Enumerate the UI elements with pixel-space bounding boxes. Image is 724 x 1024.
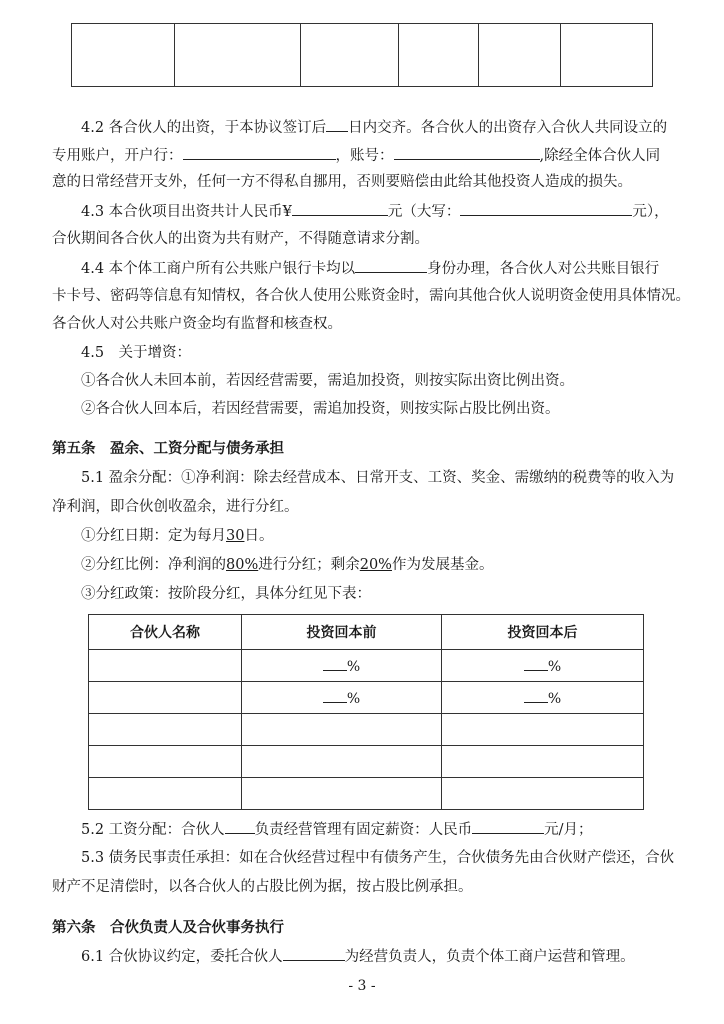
pct-after-cell — [442, 714, 644, 746]
dividend-table — [88, 614, 644, 810]
pct-before-cell: % — [242, 650, 442, 682]
dividend-day-value: 30 — [226, 528, 245, 544]
page-number: - 3 - — [348, 978, 376, 994]
clause-4-4-line2: 卡卡号、密码等信息有知情权，各合伙人使用公账资金时，需向其他合伙人说明资金使用具体情况。 — [52, 288, 690, 304]
clause-5-3-line1: 5.3 债务民事责任承担：如在合伙经营过程中有债务产生，合伙债务先由合伙财产偿还，合伙 — [81, 850, 675, 866]
salary-blank — [472, 819, 544, 834]
clause-5-1-line2: 净利润，即合伙创收盈余，进行分红。 — [52, 499, 299, 515]
dividend-policy: ③分红政策：按阶段分红，具体分红见下表： — [81, 586, 371, 602]
partner-name-cell — [89, 682, 242, 714]
days-blank — [326, 117, 348, 132]
table-row — [89, 682, 644, 714]
pct-before-cell — [242, 746, 442, 778]
article-5-heading: 第五条 盈余、工资分配与债务承担 — [52, 440, 284, 457]
clause-5-3-line2: 财产不足清偿时，以各合伙人的占股比例为据，按占股比例承担。 — [52, 879, 473, 895]
pct-after-cell: % — [442, 650, 644, 682]
partner-name-cell — [89, 714, 242, 746]
column-header: 投资回本前 — [242, 615, 442, 650]
table-cell — [479, 24, 561, 87]
table-row — [72, 24, 653, 87]
partner-name-cell — [89, 778, 242, 810]
pct-blank — [524, 689, 548, 703]
pct-blank — [323, 689, 347, 703]
table-cell — [175, 24, 301, 87]
clause-4-2-line1: 4.2 各合伙人的出资，于本协议签订后 日内交齐。各合伙人的出资存入合伙人共同设立的 — [81, 117, 711, 138]
clause-4-3-line2: 合伙期间各合伙人的出资为共有财产，不得随意请求分割。 — [52, 231, 429, 247]
holder-blank — [355, 258, 427, 273]
table-row — [89, 714, 644, 746]
amount-blank — [292, 201, 388, 216]
bank-blank — [183, 145, 336, 160]
manager-blank — [283, 946, 345, 961]
pct-blank — [524, 657, 548, 671]
clause-5-1-line1: 5.1 盈余分配：①净利润：除去经营成本、日常开支、工资、奖金、需缴纳的税费等的收入为 — [81, 470, 675, 486]
column-header: 合伙人名称 — [89, 615, 242, 650]
table-cell — [399, 24, 479, 87]
partner-name-cell — [89, 650, 242, 682]
clause-4-5-item2: ②各合伙人回本后，若因经营需要，需追加投资，则按实际占股比例出资。 — [81, 401, 560, 417]
article-6-heading: 第六条 合伙负责人及合伙事务执行 — [52, 919, 284, 936]
partner-name-cell — [89, 746, 242, 778]
table-row — [89, 746, 644, 778]
pct-before-cell: % — [242, 682, 442, 714]
top-blank-table — [71, 23, 653, 87]
dividend-ratio: ②分红比例：净利润的80%进行分红；剩余20%作为发展基金。 — [81, 557, 494, 573]
dividend-ratio-value: 80% — [226, 557, 259, 573]
pct-after-cell — [442, 778, 644, 810]
fund-ratio-value: 20% — [359, 557, 392, 573]
table-row — [89, 778, 644, 810]
column-header: 投资回本后 — [442, 615, 644, 650]
partner-blank — [225, 819, 255, 834]
clause-4-4-line3: 各合伙人对公共账户资金均有监督和核查权。 — [52, 316, 342, 332]
clause-4-5-item1: ①各合伙人未回本前，若因经营需要，需追加投资，则按实际出资比例出资。 — [81, 373, 574, 389]
pct-before-cell — [242, 778, 442, 810]
clause-4-2-line2: 专用账户，开户行： ，账号： ,除经全体合伙人同 — [52, 145, 682, 166]
clause-4-2-line3: 意的日常经营开支外，任何一方不得私自挪用，否则要赔偿由此给其他投资人造成的损失。 — [52, 174, 632, 190]
clause-4-4-line1: 4.4 本个体工商户所有公共账户银行卡均以 身份办理，各合伙人对公共账目银行 — [81, 258, 711, 279]
clause-6-1: 6.1 合伙协议约定，委托合伙人 为经营负责人，负责个体工商户运营和管理。 — [81, 946, 711, 967]
pct-after-cell — [442, 746, 644, 778]
account-blank — [394, 145, 540, 160]
dividend-date: ①分红日期：定为每月30日。 — [81, 528, 274, 544]
table-cell — [561, 24, 653, 87]
table-cell — [301, 24, 399, 87]
clause-5-2: 5.2 工资分配：合伙人 负责经营管理有固定薪资：人民币 元/月； — [81, 819, 711, 840]
table-header-row — [89, 615, 644, 650]
pct-after-cell: % — [442, 682, 644, 714]
amount-words-blank — [460, 201, 632, 216]
clause-4-5-title: 4.5 关于增资： — [81, 345, 192, 361]
pct-blank — [323, 657, 347, 671]
clause-4-3-line1: 4.3 本合伙项目出资共计人民币¥ 元（大写： 元）， — [81, 201, 711, 222]
table-cell — [72, 24, 175, 87]
table-row — [89, 650, 644, 682]
pct-before-cell — [242, 714, 442, 746]
